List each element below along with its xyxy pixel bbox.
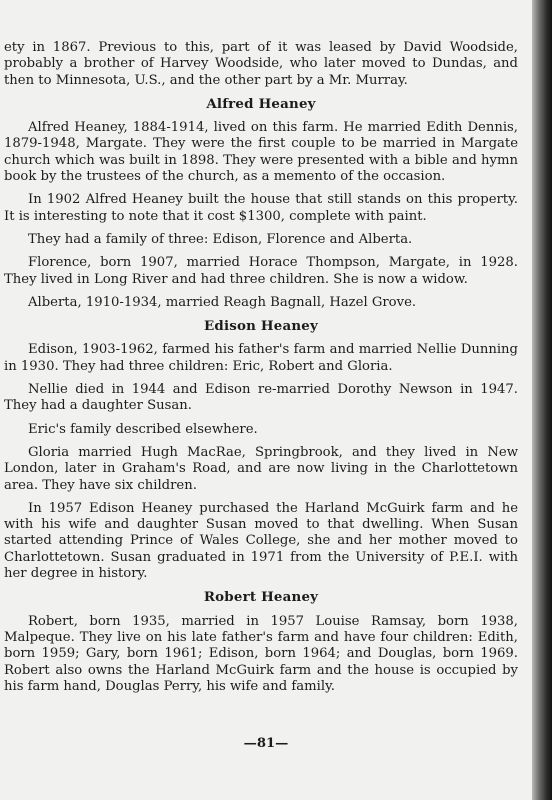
alfred-paragraph-4: Florence, born 1907, married Horace Thompson, Margate, in 1928. They lived in Long River and had three children. She is now a widow. (4, 255, 518, 287)
section-heading-robert-heaney: Robert Heaney (203, 589, 319, 606)
alfred-paragraph-3: They had a family of three: Edison, Florence and Alberta. (28, 231, 413, 247)
alfred-paragraph-1: Alfred Heaney, 1884-1914, lived on this farm. He married Edith Dennis, 1879-1948, Margate. They were the first couple to be married in Margate church which was built in 1898. They were presented with a bible and hymn book by the trustees of the church, as a memento of the occasion. (4, 120, 518, 185)
alfred-paragraph-2: In 1902 Alfred Heaney built the house that still stands on this property. It is interesting to note that it cost $1300, complete with paint. (4, 192, 518, 224)
alfred-paragraph-5: Alberta, 1910-1934, married Reagh Bagnall, Hazel Grove. (28, 294, 417, 310)
page-number: —81— (243, 736, 289, 751)
section-heading-edison-heaney: Edison Heaney (203, 318, 318, 335)
edison-paragraph-3: Eric's family described elsewhere. (28, 421, 258, 437)
edison-paragraph-1: Edison, 1903-1962, farmed his father's farm and married Nellie Dunning in 1930. They had three children: Eric, Robert and Gloria. (4, 342, 518, 374)
page-text (4, 40, 518, 702)
book-binding-edge (532, 0, 552, 800)
edison-paragraph-4: Gloria married Hugh MacRae, Springbrook, and they lived in New London, later in Graham's Road, and are now living in the Charlottetown area. They have six children. (4, 444, 518, 493)
section-heading-alfred-heaney: Alfred Heaney (206, 95, 316, 112)
intro-paragraph: ety in 1867. Previous to this, part of it was leased by David Woodside, probably a brother of Harvey Woodside, who later moved to Dundas, and then to Minnesota, U.S., and the other part by a Mr. Murray. (4, 40, 518, 88)
robert-paragraph-1: Robert, born 1935, married in 1957 Louise Ramsay, born 1938, Malpeque. They live on his late father's farm and have four children: Edith, born 1959; Gary, born 1961; Edison, born 1964; and Douglas, born 1969. Robert also owns the Harland McGuirk farm and the house is occupied by his farm hand, Douglas Perry, his wife and family. (4, 613, 518, 694)
edison-paragraph-5: In 1957 Edison Heaney purchased the Harland McGuirk farm and he with his wife and daughter Susan moved to that dwelling. When Susan started attending Prince of Wales College, she and her mother moved to Charlottetown. Susan graduated in 1971 from the University of P.E.I. with her degree in history. (4, 500, 518, 582)
edison-paragraph-2: Nellie died in 1944 and Edison re-married Dorothy Newson in 1947. They had a daughter Susan. (4, 382, 518, 414)
